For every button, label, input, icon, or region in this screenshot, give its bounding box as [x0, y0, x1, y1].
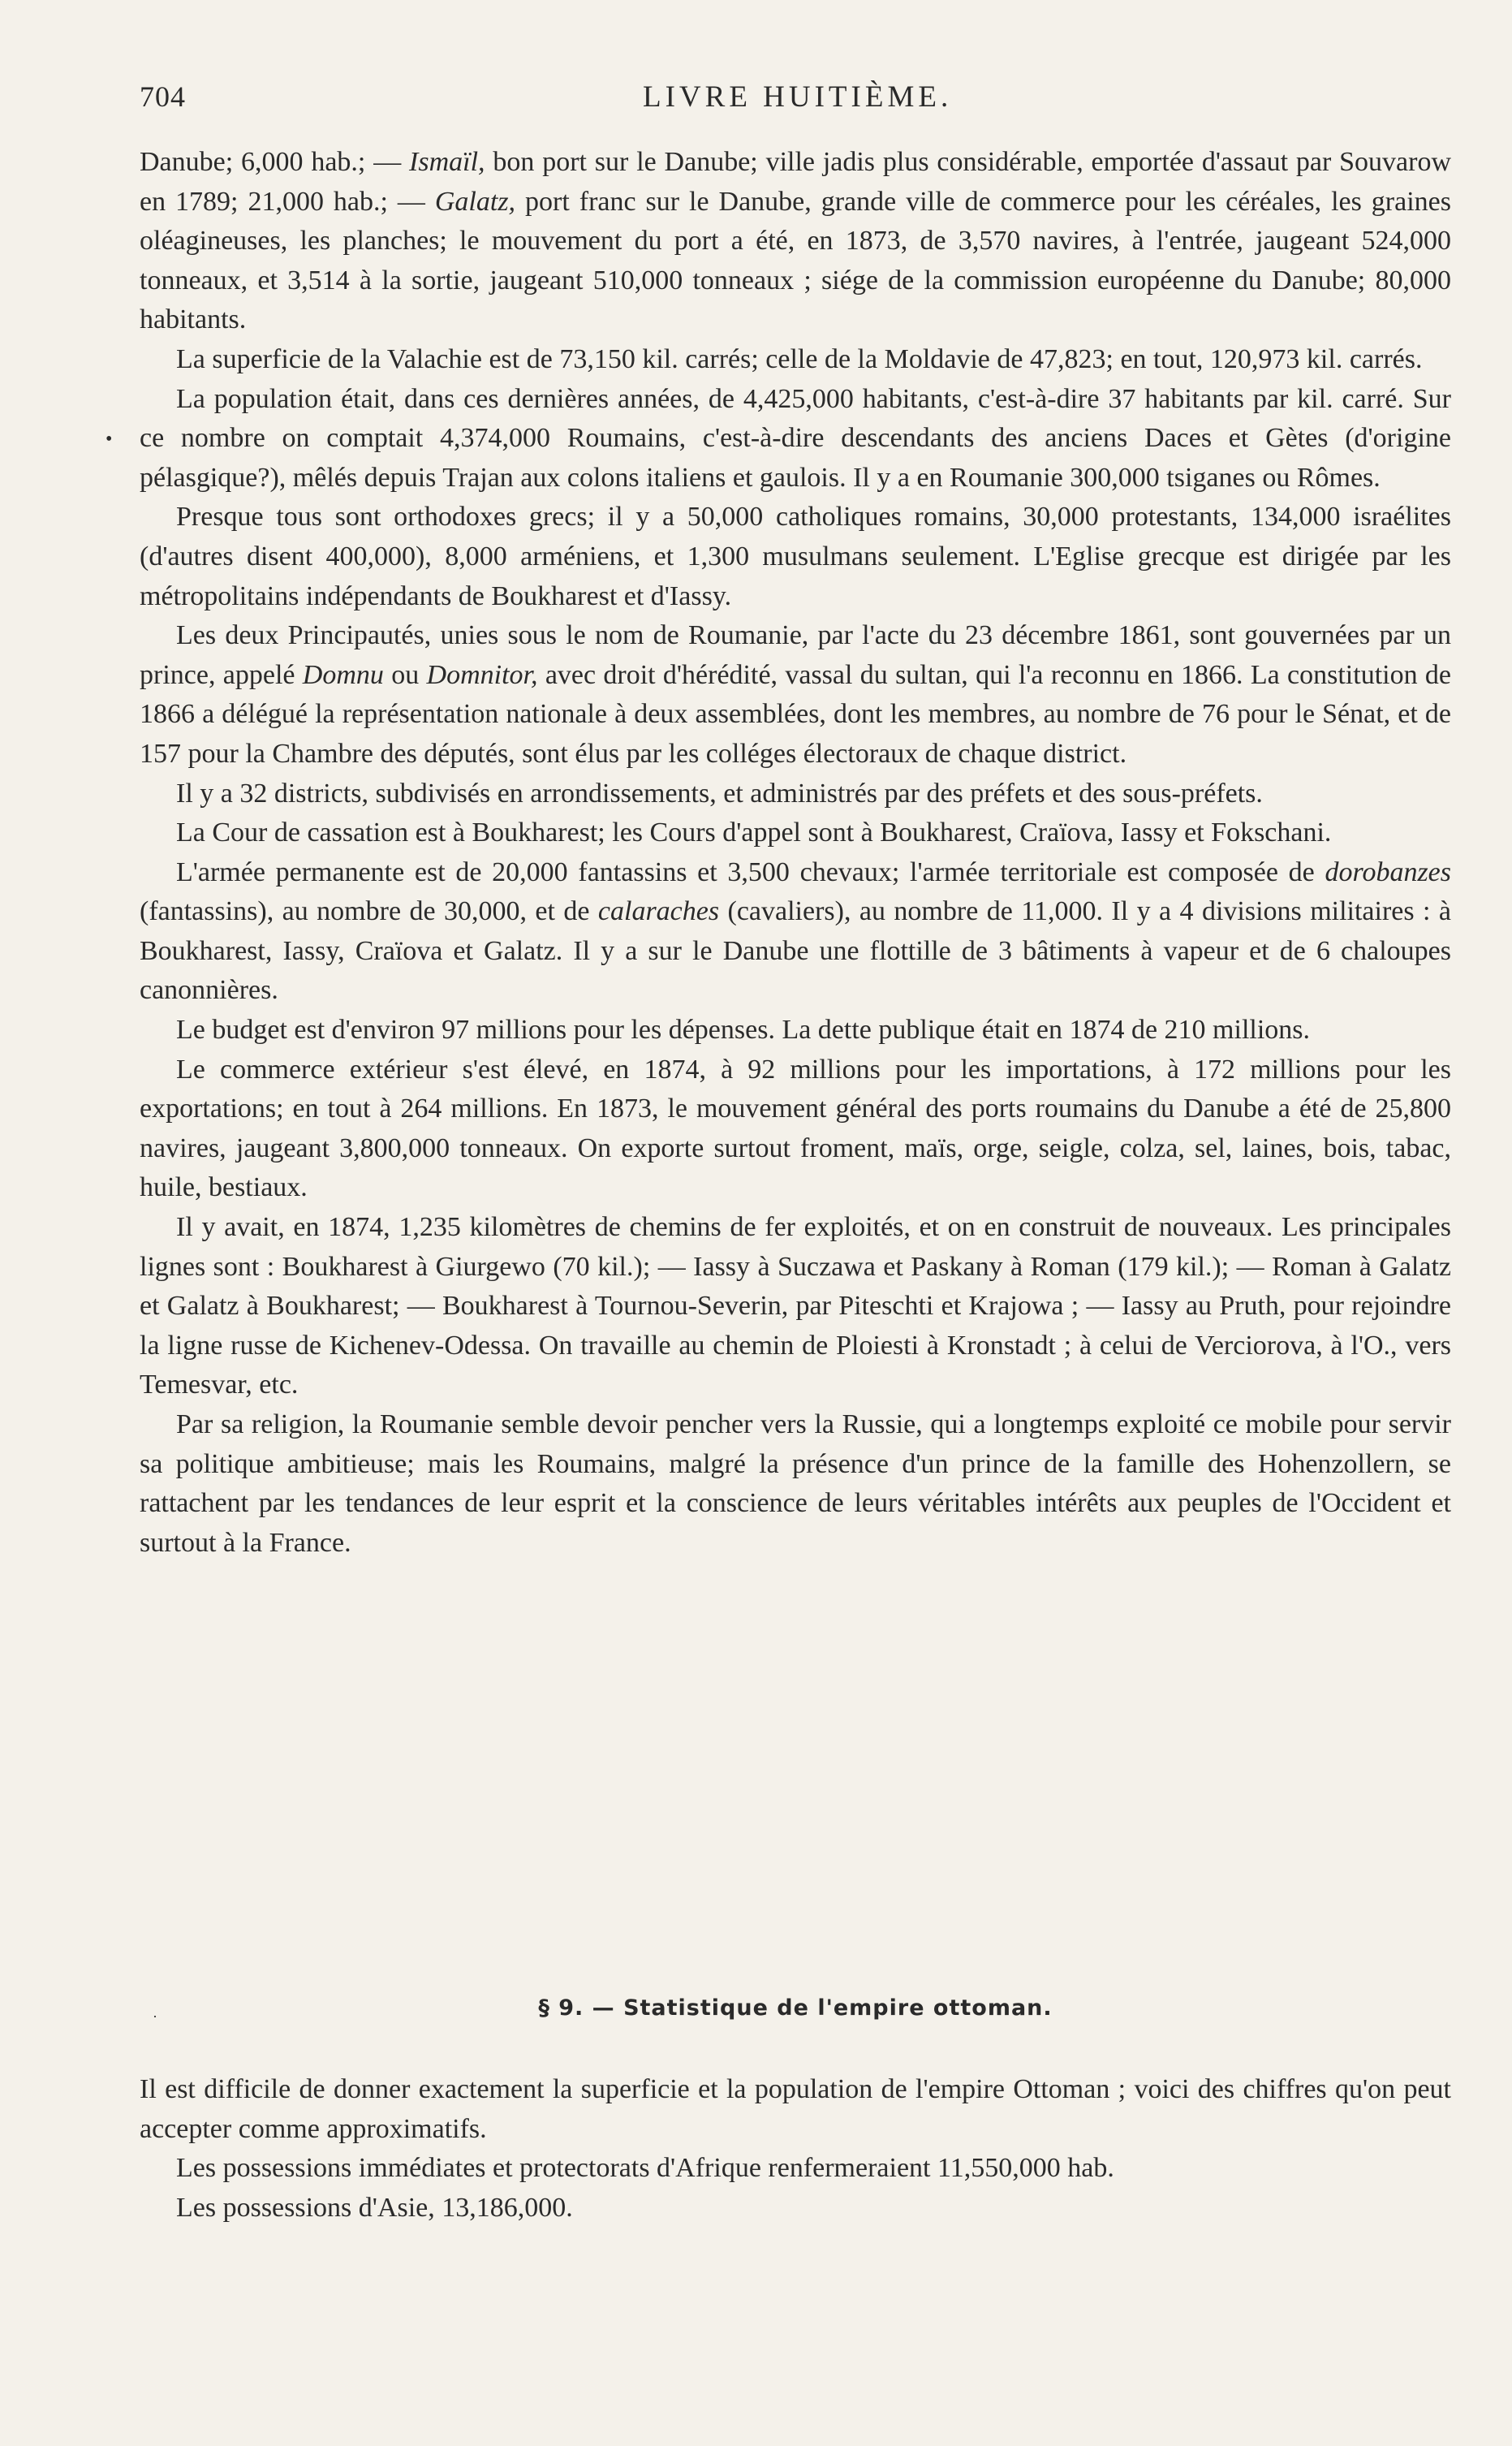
section-paragraph: Les possessions immédiates et protectorats d'Afrique renfermeraient 11,550,000 hab. [176, 2153, 1114, 2184]
book-title: LIVRE HUITIÈME. [643, 80, 953, 114]
margin-mark: • [106, 429, 113, 450]
paragraph-danube-ports: Danube; 6,000 hab.; — Ismaïl, bon port sur le Danube; ville jadis plus considérable, emportée d'assaut par Souvarow en 1789; 21,000 hab.; — Galatz, port franc sur le Danube, grande ville de commerce pour les céréales, les graines oléagineuses, les planches; le mouvement du port a été, en 1873, de 3,570 navires, à l'entrée, jaugeant 524,000 tonneaux, et 3,514 à la sortie, jaugeant 510,000 tonneaux ; siége de la commission européenne du Danube; 80,000 habitants. [140, 147, 1452, 335]
section-text [140, 2070, 1451, 2228]
paragraph-religion: Presque tous sont orthodoxes grecs; il y a 50,000 catholiques romains, 30,000 protestants, 134,000 israélites (d'autres disent 400,000), 8,000 arméniens, et 1,300 musulmans seulement. L'Eglise grecque est dirigée par les métropolitains indépendants de Boukharest et d'Iassy. [140, 502, 1451, 611]
paragraph-government: Les deux Principautés, unies sous le nom de Roumanie, par l'acte du 23 décembre 1861, sont gouvernées par un prince, appelé Domnu ou Domnitor, avec droit d'hérédité, vassal du sultan, qui l'a reconnu en 1866. La constitution de 1866 a délégué la représentation nationale à deux assemblées, dont les membres, au nombre de 76 pour le Sénat, et de 157 pour la Chambre des députés, sont élus par les colléges électoraux de chaque district. [140, 620, 1451, 769]
term-dorobanzes: dorobanzes [1325, 856, 1451, 887]
place-ismail: Ismaïl, [409, 147, 485, 177]
section-title: § 9. — Statistique de l'empire ottoman. [538, 1995, 1053, 2021]
paragraph-superficie: La superficie de la Valachie est de 73,150 kil. carrés; celle de la Moldavie de 47,823; en tout, 120,973 kil. carrés. [176, 343, 1423, 374]
body-text [140, 143, 1451, 1563]
paragraph-population: La population était, dans ces dernières années, de 4,425,000 habitants, c'est-à-dire 37 habitants par kil. carré. Sur ce nombre on comptait 4,374,000 Roumains, c'est-à-dire descendants des anciens Daces et Gètes (d'origine pélasgique?), mêlés depuis Trajan aux colons italiens et gaulois. Il y a en Roumanie 300,000 tsiganes ou Rômes. [140, 383, 1451, 493]
term-domnitor: Domnitor, [426, 659, 538, 690]
paragraph-courts: La Cour de cassation est à Boukharest; les Cours d'appel sont à Boukharest, Craïova, Iassy et Fokschani. [176, 817, 1332, 848]
section-paragraph: Les possessions d'Asie, 13,186,000. [176, 2192, 573, 2223]
paragraph-railways: Il y avait, en 1874, 1,235 kilomètres de chemins de fer exploités, et on en construit de nouveaux. Les principales lignes sont : Boukharest à Giurgewo (70 kil.); — Iassy à Suczawa et Paskany à Roman (179 kil.); — Roman à Galatz et Galatz à Boukharest; — Boukharest à Tournou-Severin, par Piteschti et Krajowa ; — Iassy au Pruth, pour rejoindre la ligne russe de Kichenev-Odessa. On travaille au chemin de Ploiesti à Kronstadt ; à celui de Verciorova, à l'O., vers Temesvar, etc. [140, 1212, 1451, 1400]
running-head [140, 80, 1454, 128]
page-number: 704 [140, 80, 186, 113]
term-domnu: Domnu [302, 659, 384, 690]
section-paragraph: Il est difficile de donner exactement la superficie et la population de l'empire Ottoman ; voici des chiffres qu'on peut accepter comme approximatifs. [140, 2074, 1451, 2144]
paragraph-army: L'armée permanente est de 20,000 fantassins et 3,500 chevaux; l'armée territoriale est composée de dorobanzes (fantassins), au nombre de 30,000, et de calaraches (cavaliers), au nombre de 11,000. Il y a 4 divisions militaires : à Boukharest, Iassy, Craïova et Galatz. Il y a sur le Danube une flottille de 3 bâtiments à vapeur et de 6 chaloupes canonnières. [140, 856, 1451, 1006]
term-calaraches: calaraches [597, 896, 720, 927]
paragraph-politics: Par sa religion, la Roumanie semble devoir pencher vers la Russie, qui a longtemps exploité ce mobile pour servir sa politique ambitieuse; mais les Roumains, malgré la présence d'un prince de la famille des Hohenzollern, se rattachent par les tendances de leur esprit et la conscience de leurs véritables intérêts aux peuples de l'Occident et surtout à la France. [140, 1409, 1451, 1558]
paragraph-districts: Il y a 32 districts, subdivisés en arrondissements, et administrés par des préfets et des sous-préfets. [176, 778, 1263, 809]
paragraph-commerce: Le commerce extérieur s'est élevé, en 1874, à 92 millions pour les importations, à 172 millions pour les exportations; en tout à 264 millions. En 1873, le mouvement général des ports roumains du Danube a été de 25,800 navires, jaugeant 3,800,000 tonneaux. On exporte surtout froment, maïs, orge, seigle, colza, sel, laines, bois, tabac, huile, bestiaux. [140, 1054, 1451, 1203]
paragraph-budget: Le budget est d'environ 97 millions pour les dépenses. La dette publique était en 1874 de 210 millions. [176, 1015, 1311, 1046]
place-galatz: Galatz, [434, 186, 516, 217]
margin-dot: · [153, 2008, 157, 2025]
